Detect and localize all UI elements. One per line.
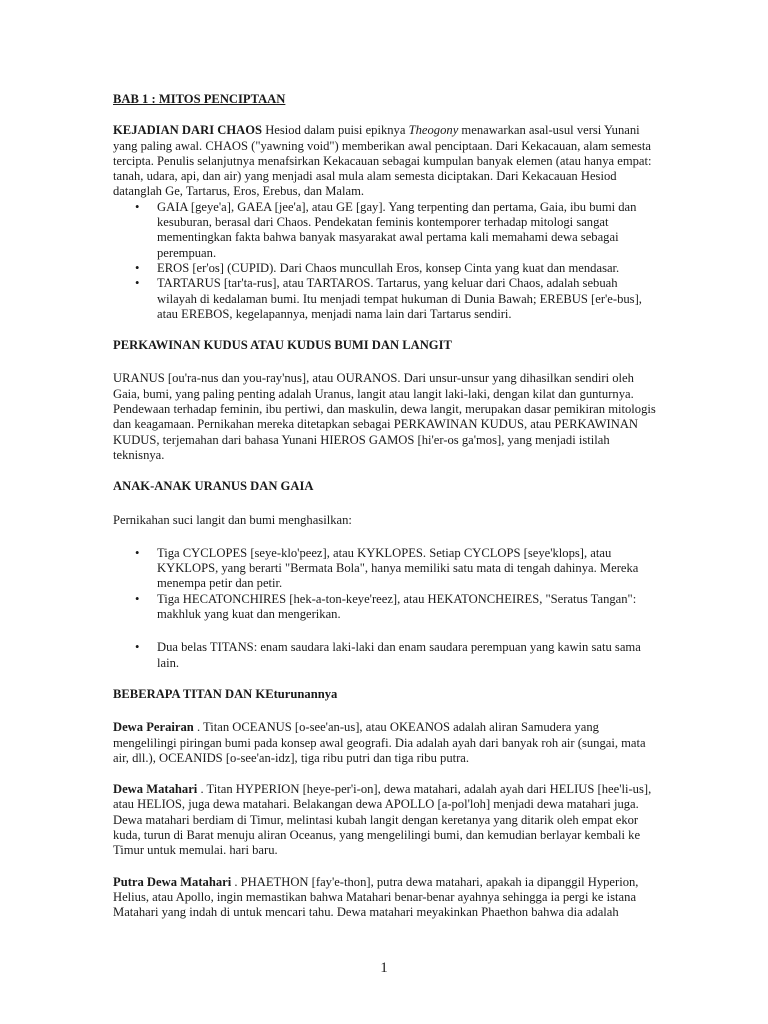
list-item-titans: • Dua belas TITANS: enam saudara laki-laki dan enam saudara perempuan yang kawin satu sama lain. [157,640,658,671]
entry-putra-dewa-matahari [113,875,658,921]
section3-bullet-list-2 [113,640,658,671]
section-kejadian-dari-chaos [113,123,658,322]
entry-title: Dewa Matahari [113,782,198,797]
entry-text: . Titan HYPERION [heye-per'i-on], dewa matahari, adalah ayah dari HELIUS [hee'li-us], atau HELIOS, juga dewa matahari. Belakangan dewa APOLLO [a-pol'loh] menjadi dewa matahari juga. Dewa matahari berdiam di Timur, melintasi kubah langit dengan keretanya yang ditarik oleh empat ekor kuda, turun di Barat menuju aliran Oceanus, yang mengelilingi bumi, dan kemudian berlayar kembali ke Timur untuk memulai. hari baru. [113,782,652,858]
list-item-hecatonchires: • Tiga HECATONCHIRES [hek-a-ton-keye'reez], atau HEKATONCHEIRES, "Seratus Tangan": makhluk yang kuat dan mengerikan. [157,592,658,623]
entry-title: Putra Dewa Matahari [113,874,232,889]
entry-text: . PHAETHON [fay'e-thon], putra dewa matahari, apakah ia dipanggil Hyperion, Helius, atau Apollo, ingin memastikan bahwa Matahari benar-benar ayahnya sehingga ia pergi ke istana Matahari yang indah di untuk mencari tahu. Dewa matahari meyakinkan Phaethon bahwa dia adalah [113,874,639,920]
list-item-cyclopes: • Tiga CYCLOPES [seye-klo'peez], atau KYKLOPES. Setiap CYCLOPS [seye'klops], atau KYKLOPS, yang berarti "Bermata Bola", hanya memiliki satu mata di tengah dahinya. Mereka menempa petir dan petir. [157,546,658,592]
section2-paragraph: URANUS [ou'ra-nus dan you-ray'nus], atau OURANOS. Dari unsur-unsur yang dihasilkan sendiri oleh Gaia, bumi, yang paling penting adalah Uranus, langit atau langit laki-laki, dengan kilat dan gunturnya. Pendewaan terhadap feminin, ibu pertiwi, dan maskulin, dewa langit, merupakan dasar pemikiran mitologis dan keagamaan. Pernikahan mereka ditetapkan sebagai PERKAWINAN KUDUS, atau PERKAWINAN KUDUS, terjemahan dari bahasa Yunani HIEROS GAMOS [hi'er-os ga'mos], yang menjadi istilah teknisnya. [113,371,656,462]
entry-title: Dewa Perairan [113,720,194,735]
section-anak-anak-uranus [113,479,658,671]
chapter-title: BAB 1 : MITOS PENCIPTAAN [113,92,286,106]
section2-heading: PERKAWINAN KUDUS ATAU KUDUS BUMI DAN LANGIT [113,338,452,353]
list-item-gaia: • GAIA [geye'a], GAEA [jee'a], atau GE [gay]. Yang terpenting dan pertama, Gaia, ibu bumi dan kesuburan, berasal dari Chaos. Pendekatan feminis kontemporer terhadap mitologi sangat mementingkan fakta bahwa banyak masyarakat awal pertama kali memahami dewa sebagai perempuan. [157,200,658,261]
document-page [113,92,658,920]
list-item-tartarus: • TARTARUS [tar'ta-rus], atau TARTAROS. Tartarus, yang keluar dari Chaos, adalah sebuah wilayah di kedalaman bumi. Itu menjadi tempat hukuman di Dunia Bawah; EREBUS [er'e-bus], atau EREBOS, kegelapannya, menjadi nama lain dari Tartarus sendiri. [157,276,658,322]
section1-paragraph [113,123,658,199]
section3-heading: ANAK-ANAK URANUS DAN GAIA [113,479,314,494]
section1-bullet-list [113,200,658,322]
entry-text: . Titan OCEANUS [o-see'an-us], atau OKEANOS adalah aliran Samudera yang mengelilingi piringan bumi pada konsep awal geografi. Dia adalah ayah dari banyak roh air (sungai, mata air, dll.), OCEANIDS [o-see'an-idz], tiga ribu putri dan tiga ribu putra. [113,720,646,765]
entry-dewa-perairan [113,720,658,766]
section4-heading: BEBERAPA TITAN DAN KEturunannya [113,686,338,701]
section3-bullet-list [113,546,658,622]
list-item-eros: • EROS [er'os] (CUPID). Dari Chaos muncullah Eros, konsep Cinta yang kuat dan mendasar. [157,261,658,276]
entry-dewa-matahari [113,782,658,858]
section1-intro-b: menawarkan asal-usul versi Yunani yang paling awal. CHAOS ("yawning void") memberikan awal penciptaan. Dari Kekacauan, alam semesta tercipta. Penulis selanjutnya menafsirkan Kekacauan sebagai kumpulan banyak elemen (atau hanya empat: tanah, udara, api, dan air) yang menjadi asal mula alam semesta diciptakan. Dari Kekacauan Hesiod datanglah Ge, Tartarus, Eros, Erebus, dan Malam. [113,123,652,199]
section1-heading: KEJADIAN DARI CHAOS [113,123,263,138]
section-beberapa-titan [113,687,658,921]
theogony-title: Theogony [408,123,459,138]
section1-intro-a: Hesiod dalam puisi epiknya [262,123,409,138]
page-number: 1 [380,960,388,976]
section3-intro: Pernikahan suci langit dan bumi menghasilkan: [113,512,352,527]
section-perkawinan-kudus [113,338,658,463]
